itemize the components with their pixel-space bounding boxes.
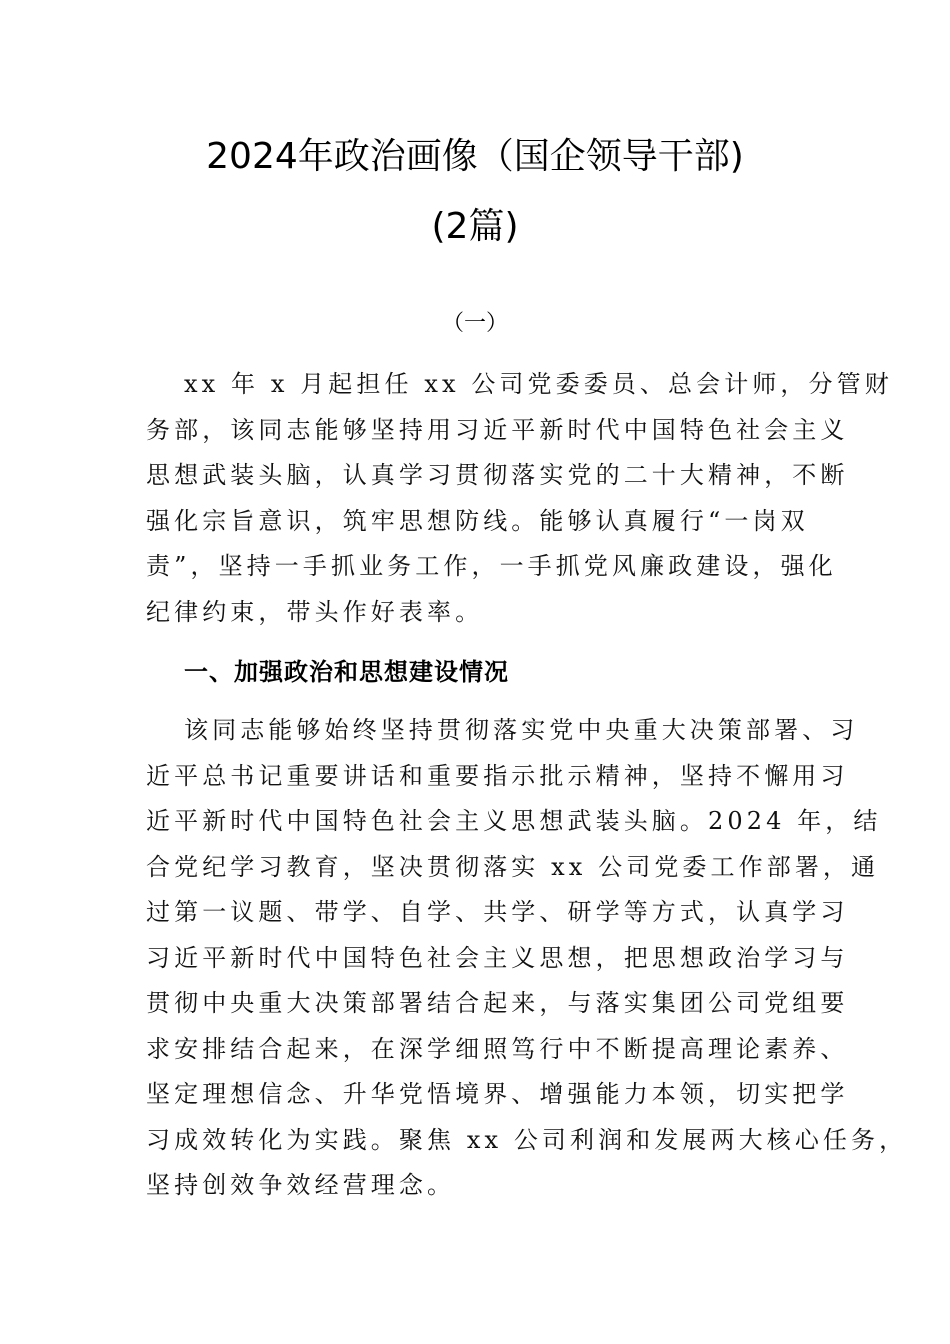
paragraph-line: 坚定理想信念、升华党悟境界、增强能力本领，切实把学 — [146, 1080, 849, 1108]
paragraph-line: 纪律约束，带头作好表率。 — [146, 597, 484, 626]
paragraph-line: 强化宗旨意识，筑牢思想防线。能够认真履行“一岗双 — [146, 506, 809, 535]
section-marker: （一） — [441, 311, 508, 336]
intro-paragraph — [146, 362, 893, 635]
paragraph-line: 近平总书记重要讲话和重要指示批示精神，坚持不懈用习 — [146, 761, 849, 790]
document-subtitle: (2篇) — [431, 206, 519, 247]
paragraph-line: 思想武装头脑，认真学习贯彻落实党的二十大精神，不断 — [146, 461, 849, 489]
paragraph-line: 该同志能够始终坚持贯彻落实党中央重大决策部署、习 — [184, 716, 859, 744]
document-title: 2024年政治画像（国企领导干部) — [206, 136, 744, 177]
paragraph-line: 责”，坚持一手抓业务工作，一手抓党风廉政建设，强化 — [146, 552, 837, 580]
paragraph-line: 贯彻中央重大决策部署结合起来，与落实集团公司党组要 — [146, 989, 849, 1017]
paragraph-line: 合党纪学习教育，坚决贯彻落实 xx 公司党委工作部署，通 — [146, 852, 880, 881]
paragraph-line: 求安排结合起来，在深学细照笃行中不断提高理论素养、 — [146, 1034, 849, 1063]
paragraph-line: 坚持创效争效经营理念。 — [146, 1171, 456, 1199]
paragraph-line: 过第一议题、带学、自学、共学、研学等方式，认真学习 — [146, 898, 849, 926]
paragraph-line: 近平新时代中国特色社会主义思想武装头脑。2024 年，结 — [146, 807, 882, 835]
paragraph-line: 习近平新时代中国特色社会主义思想，把思想政治学习与 — [146, 943, 849, 972]
section-1-paragraph — [146, 708, 908, 1209]
paragraph-line: xx 年 x 月起担任 xx 公司党委委员、总会计师，分管财 — [184, 370, 893, 398]
paragraph-line: 务部，该同志能够坚持用习近平新时代中国特色社会主义 — [146, 415, 849, 444]
section-heading: 一、加强政治和思想建设情况 — [184, 658, 509, 686]
paragraph-line: 习成效转化为实践。聚焦 xx 公司利润和发展两大核心任务， — [146, 1125, 908, 1154]
